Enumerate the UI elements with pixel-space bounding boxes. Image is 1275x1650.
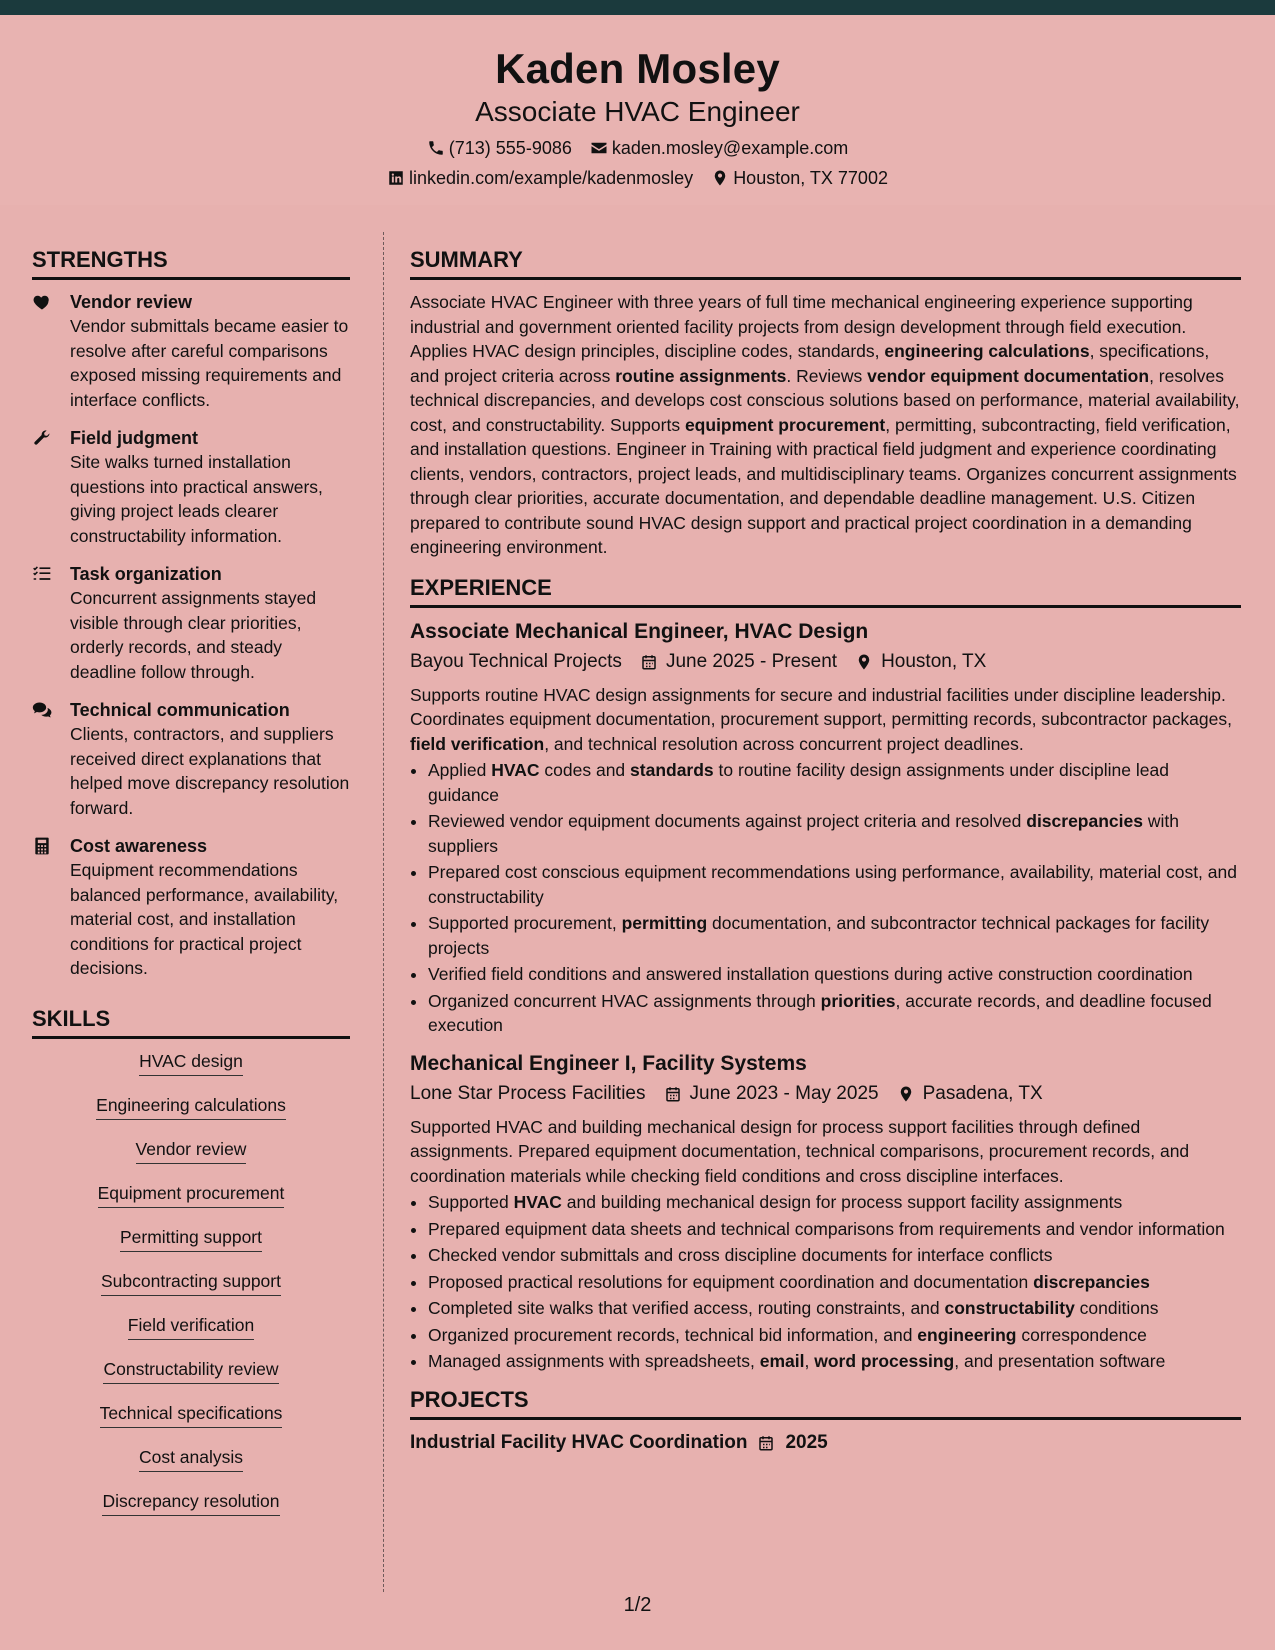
bullet-item [428, 758, 1241, 807]
job-company: Lone Star Process Facilities [410, 1082, 646, 1104]
strength-icon-wrap [32, 562, 56, 684]
skill-tag: Field verification [128, 1313, 254, 1340]
skill-row [32, 1489, 350, 1533]
job-bullets [410, 758, 1241, 1038]
candidate-name: Kaden Mosley [495, 45, 780, 92]
linkedin-icon [387, 169, 405, 187]
job-bullets [410, 1190, 1241, 1374]
skill-tag: Cost analysis [139, 1445, 243, 1472]
text-run: Supported HVAC and building mechanical design for process support facilities through defined assignments. Prepared equipment documentation, technical comparisons, procurement records, and coordination materials while checking field conditions and cross discipline interfaces. [410, 1116, 1190, 1186]
strength-body [70, 834, 350, 981]
right-column [410, 246, 1241, 1456]
bold-text: discrepancies [1026, 811, 1143, 831]
bold-text: engineering [917, 1324, 1017, 1345]
skill-row [32, 1445, 350, 1489]
calculator-icon [32, 836, 52, 856]
project-list [410, 1430, 1241, 1456]
text-run: and building mechanical design for process support facility assignments [561, 1192, 1123, 1212]
project-title: Industrial Facility HVAC Coordination [410, 1431, 748, 1453]
bullet-item [428, 1243, 1241, 1268]
bold-text: priorities [820, 990, 896, 1011]
strength-title: Cost awareness [70, 836, 208, 856]
location-text: Houston, TX 77002 [733, 168, 888, 188]
job-location-text: Pasadena, TX [922, 1082, 1043, 1104]
bold-text: word processing [814, 1351, 955, 1371]
candidate-title: Associate HVAC Engineer [475, 96, 800, 127]
strength-icon-wrap [32, 834, 56, 981]
bullet-item [428, 1190, 1241, 1215]
skill-tag: Subcontracting support [101, 1269, 281, 1296]
strength-item [32, 698, 350, 820]
bullet-item [428, 989, 1241, 1038]
skill-row [32, 1401, 350, 1445]
experience-heading: EXPERIENCE [410, 574, 1241, 608]
text-run: Proposed practical resolutions for equipment coordination and documentation [428, 1271, 1034, 1292]
strength-item [32, 290, 350, 412]
projects-heading: PROJECTS [410, 1386, 1241, 1420]
strength-title: Technical communication [70, 700, 290, 720]
skill-tag: Permitting support [120, 1225, 262, 1252]
phone-text: (713) 555-9086 [448, 138, 572, 158]
text-run: Verified field conditions and answered installation questions during active construction coordination [428, 964, 1193, 984]
calendar-icon [664, 1085, 682, 1103]
text-run: Associate HVAC Engineer with three years of full time mechanical engineering experience supporting industrial and government oriented facility projects from design development through field execution. Applies HVAC design principles, discipline codes, standards, [410, 292, 1193, 361]
strengths-heading: STRENGTHS [32, 246, 350, 280]
calendar-icon [757, 1434, 775, 1452]
project-entry [410, 1430, 1241, 1456]
job-location [897, 1081, 1043, 1107]
resume-header [0, 15, 1275, 205]
strength-icon-wrap [32, 698, 56, 820]
strength-title: Vendor review [70, 292, 193, 312]
text-run: Reviewed vendor equipment documents against project criteria and resolved [428, 811, 1027, 831]
bullet-item [428, 1270, 1241, 1295]
skill-row [32, 1357, 350, 1401]
skills-section [32, 1005, 350, 1533]
map-pin-icon [855, 653, 873, 671]
project-year: 2025 [785, 1431, 828, 1453]
linkedin-text: linkedin.com/example/kadenmosley [409, 168, 694, 188]
job-location [855, 649, 986, 675]
strengths-list [32, 290, 350, 981]
bullet-item [428, 1296, 1241, 1321]
job-company: Bayou Technical Projects [410, 650, 622, 672]
job-meta [410, 1081, 1241, 1107]
page-number: 1/2 [623, 1594, 652, 1616]
skill-tag: Constructability review [103, 1357, 278, 1384]
skill-row [32, 1313, 350, 1357]
bullet-item [428, 860, 1241, 909]
job-dates-text: June 2025 - Present [665, 650, 838, 672]
comments-icon [32, 700, 52, 720]
skill-tag: Technical specifications [100, 1401, 283, 1428]
phone-contact [427, 136, 572, 160]
top-accent-bar [0, 0, 1275, 15]
strength-item [32, 426, 350, 548]
envelope-icon [590, 139, 608, 157]
bold-text: HVAC [513, 1192, 562, 1212]
skill-tag: Discrepancy resolution [102, 1489, 279, 1516]
text-run: , [804, 1351, 815, 1371]
linkedin-contact[interactable] [387, 166, 693, 190]
text-run: , resolves technical discrepancies, and develops cost conscious solutions based on performance, material availability, cost, and constructability. Supports [410, 365, 1240, 435]
bold-text: routine assignments [615, 365, 787, 386]
text-run: Prepared cost conscious equipment recommendations using performance, availability, material cost, and constructability [428, 862, 1237, 907]
text-run: documentation, and subcontractor technical packages for facility projects [428, 913, 1210, 958]
text-run: Checked vendor submittals and cross discipline documents for interface conflicts [428, 1245, 1053, 1265]
strength-body [70, 698, 350, 820]
job-dates [640, 649, 837, 675]
phone-icon [427, 139, 445, 157]
strength-title: Field judgment [70, 428, 198, 448]
text-run: codes and [539, 760, 631, 780]
strength-item [32, 562, 350, 684]
job-dates [664, 1081, 879, 1107]
bold-text: discrepancies [1033, 1271, 1150, 1292]
bold-text: engineering calculations [884, 341, 1090, 361]
skill-row [32, 1269, 350, 1313]
strength-desc: Site walks turned installation questions into practical answers, giving project leads clearer constructability information. [70, 452, 323, 546]
text-run: , and presentation software [954, 1351, 1166, 1371]
job-description [410, 683, 1241, 757]
bullet-item [428, 962, 1241, 987]
bullet-item [428, 1217, 1241, 1242]
skill-tag: Vendor review [136, 1137, 247, 1164]
bullet-item [428, 809, 1241, 858]
strength-icon-wrap [32, 290, 56, 412]
text-run: correspondence [1016, 1324, 1147, 1345]
skill-tag: Equipment procurement [98, 1181, 285, 1208]
job-description [410, 1115, 1241, 1189]
strength-desc: Equipment recommendations balanced performance, availability, material cost, and installation conditions for practical project decisions. [70, 860, 339, 978]
bold-text: permitting [621, 913, 708, 933]
bold-text: equipment procurement [684, 414, 886, 435]
map-pin-icon [711, 169, 729, 187]
job-meta [410, 649, 1241, 675]
bold-text: field verification [410, 733, 545, 754]
column-divider [383, 232, 384, 1592]
strength-desc: Concurrent assignments stayed visible through clear priorities, orderly records, and steady deadline follow through. [70, 588, 317, 682]
skill-tag: HVAC design [139, 1049, 243, 1076]
strength-body [70, 290, 350, 412]
heart-icon [32, 292, 52, 312]
checklist-icon [32, 564, 52, 584]
job-dates-text: June 2023 - May 2025 [689, 1082, 879, 1104]
map-pin-icon [897, 1085, 915, 1103]
contact-row-1 [0, 136, 1275, 160]
skills-heading: SKILLS [32, 1005, 350, 1039]
strength-body [70, 562, 350, 684]
email-contact[interactable] [590, 136, 848, 160]
text-run: Supports routine HVAC design assignments for secure and industrial facilities under discipline leadership. Coordinates equipment documentation, procurement support, permitting records, subcontractor packages, [410, 684, 1232, 729]
text-run: to routine facility design assignments under discipline lead guidance [428, 760, 1169, 805]
calendar-icon [640, 653, 658, 671]
text-run: , accurate records, and deadline focused execution [428, 990, 1212, 1035]
bold-text: HVAC [491, 760, 540, 780]
strength-item [32, 834, 350, 981]
text-run: Prepared equipment data sheets and technical comparisons from requirements and vendor information [428, 1218, 1225, 1239]
bold-text: constructability [944, 1298, 1075, 1318]
skill-row [32, 1093, 350, 1137]
contact-row-2 [0, 166, 1275, 190]
bullet-item [428, 911, 1241, 960]
bold-text: standards [630, 760, 714, 780]
text-run: Organized procurement records, technical bid information, and [428, 1324, 918, 1345]
text-run: , specifications, and project criteria across [410, 341, 1210, 386]
text-run: Completed site walks that verified access, routing constraints, and [428, 1298, 945, 1318]
job-entry [410, 618, 1241, 1038]
experience-list [410, 618, 1241, 1374]
job-title: Associate Mechanical Engineer, HVAC Design [410, 619, 869, 643]
text-run: Supported procurement, [428, 913, 622, 933]
summary-text [410, 290, 1241, 560]
summary-heading: SUMMARY [410, 246, 1241, 280]
text-run: Applied [428, 760, 492, 780]
bold-text: vendor equipment documentation [867, 365, 1150, 386]
text-run: , and technical resolution across concurrent project deadlines. [544, 733, 1024, 754]
strength-icon-wrap [32, 426, 56, 548]
bullet-item [428, 1349, 1241, 1374]
job-entry [410, 1050, 1241, 1374]
skill-row [32, 1137, 350, 1181]
location-contact [711, 166, 888, 190]
wrench-icon [32, 428, 52, 448]
email-text: kaden.mosley@example.com [611, 138, 849, 158]
strength-desc: Clients, contractors, and suppliers received direct explanations that helped move discrepancy resolution forward. [70, 724, 350, 818]
strength-desc: Vendor submittals became easier to resolve after careful comparisons exposed missing requirements and interface conflicts. [70, 316, 349, 410]
left-column [32, 246, 350, 1533]
text-run: conditions [1074, 1298, 1159, 1318]
text-run: Organized concurrent HVAC assignments through [428, 990, 821, 1011]
job-location-text: Houston, TX [881, 650, 987, 672]
skill-row [32, 1225, 350, 1269]
text-run: . Reviews [786, 365, 868, 386]
skill-row [32, 1181, 350, 1225]
text-run: with suppliers [428, 811, 1179, 856]
text-run: Managed assignments with spreadsheets, [428, 1351, 760, 1371]
bold-text: email [759, 1351, 805, 1371]
skill-tag: Engineering calculations [96, 1093, 286, 1120]
skill-row [32, 1049, 350, 1093]
strength-title: Task organization [70, 564, 222, 584]
text-run: , permitting, subcontracting, field verification, and installation questions. Engineer in Training with practical field judgment and experience coordinating clients, vendors, contractors, project leads, and multidisciplinary teams. Organizes concurrent assignments through clear priorities, accurate documentation, and dependable deadline management. U.S. Citizen prepared to contribute sound HVAC design support and practical project coordination in a demanding engineering environment. [410, 414, 1237, 557]
strength-body [70, 426, 350, 548]
bullet-item [428, 1323, 1241, 1348]
text-run: Supported [428, 1192, 514, 1212]
job-title: Mechanical Engineer I, Facility Systems [410, 1051, 807, 1075]
skill-list [32, 1049, 350, 1533]
